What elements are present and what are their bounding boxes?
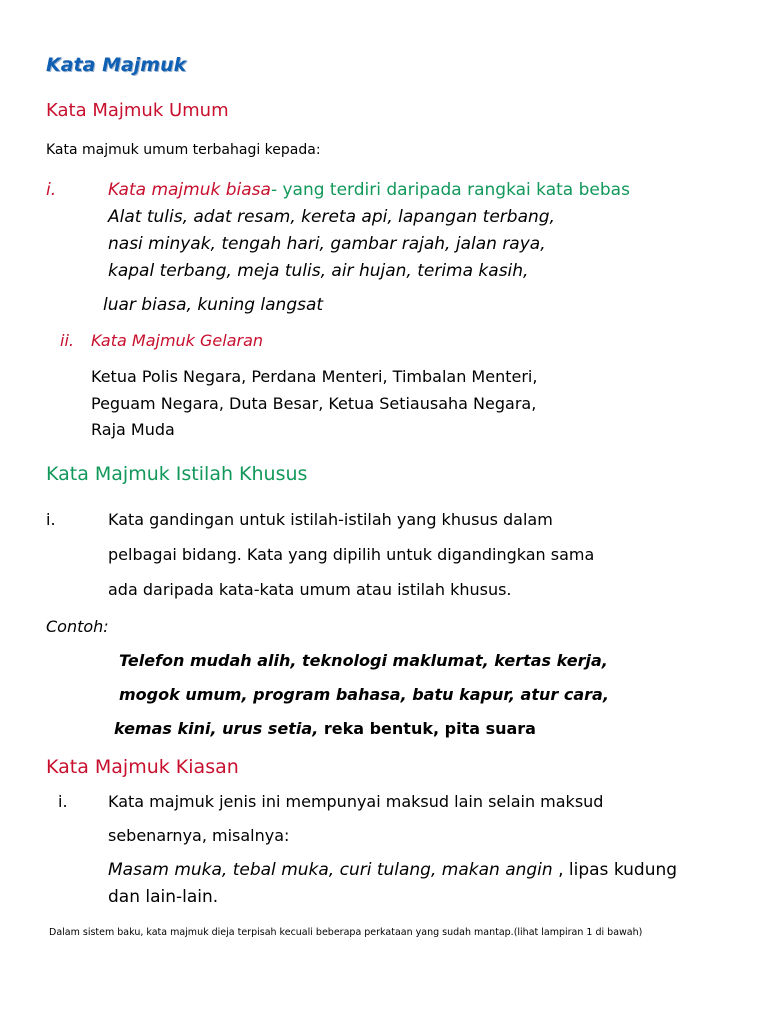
example-line: mogok umum, program bahasa, batu kapur, atur cara,: [119, 685, 609, 704]
paragraph-line: sebenarnya, misalnya:: [108, 826, 290, 845]
paragraph-line: Kata majmuk jenis ini mempunyai maksud lain selain maksud: [108, 792, 604, 811]
paragraph-line: ada daripada kata-kata umum atau istilah khusus.: [108, 580, 512, 599]
item-numeral: i.: [46, 180, 57, 200]
item-numeral: i.: [46, 510, 56, 529]
contoh-label: Contoh:: [46, 617, 109, 636]
item-biasa-label: Kata majmuk biasa: [108, 180, 271, 200]
example-line: [114, 719, 536, 738]
item-biasa-heading: [108, 180, 630, 200]
example-line: nasi minyak, tengah hari, gambar rajah, jalan raya,: [108, 234, 546, 254]
kiasan-example: [108, 860, 677, 880]
section-heading-umum: Kata Majmuk Umum: [46, 100, 229, 121]
item-numeral: i.: [58, 792, 68, 811]
example-line: Alat tulis, adat resam, kereta api, lapangan terbang,: [108, 207, 555, 227]
example-line: Raja Muda: [91, 420, 175, 439]
section-heading-istilah: Kata Majmuk Istilah Khusus: [46, 463, 308, 485]
document-title: Kata Majmuk: [46, 54, 187, 76]
example-line: kapal terbang, meja tulis, air hujan, terima kasih,: [108, 261, 529, 281]
footnote: Dalam sistem baku, kata majmuk dieja terpisah kecuali beberapa perkataan yang sudah mantap.(lihat lampiran 1 di bawah): [49, 927, 643, 938]
example-line: Ketua Polis Negara, Perdana Menteri, Timbalan Menteri,: [91, 367, 538, 386]
section-heading-kiasan: Kata Majmuk Kiasan: [46, 756, 239, 778]
example-plain-part: reka bentuk, pita suara: [318, 719, 536, 738]
example-italic-part: kemas kini, urus setia,: [114, 719, 319, 738]
item-numeral: ii.: [60, 331, 74, 350]
kiasan-example-plain: , lipas kudung: [552, 860, 678, 880]
example-line: Peguam Negara, Duta Besar, Ketua Setiausaha Negara,: [91, 394, 537, 413]
kiasan-example-end: dan lain-lain.: [108, 887, 219, 907]
kiasan-example-italic: Masam muka, tebal muka, curi tulang, makan angin: [108, 860, 553, 880]
item-gelaran-label: Kata Majmuk Gelaran: [91, 331, 264, 350]
item-biasa-desc: - yang terdiri daripada rangkai kata bebas: [270, 180, 630, 200]
example-line: luar biasa, kuning langsat: [103, 295, 324, 315]
umum-intro: Kata majmuk umum terbahagi kepada:: [46, 142, 321, 158]
example-line: Telefon mudah alih, teknologi maklumat, kertas kerja,: [119, 651, 608, 670]
paragraph-line: Kata gandingan untuk istilah-istilah yang khusus dalam: [108, 510, 553, 529]
paragraph-line: pelbagai bidang. Kata yang dipilih untuk digandingkan sama: [108, 545, 595, 564]
